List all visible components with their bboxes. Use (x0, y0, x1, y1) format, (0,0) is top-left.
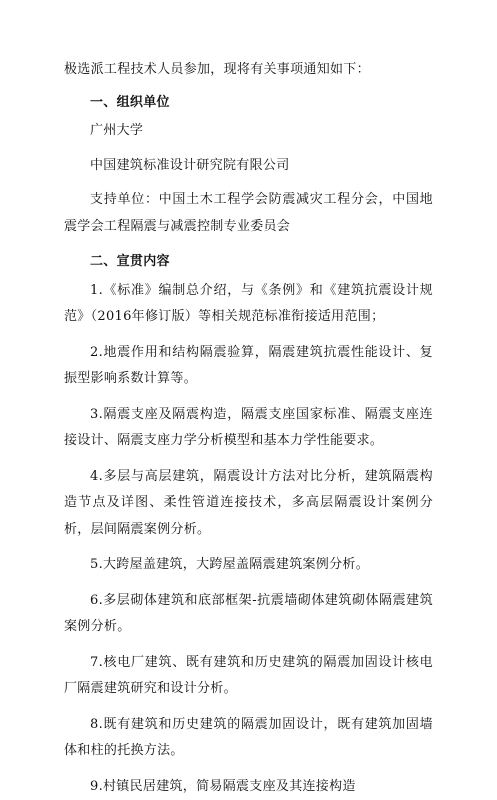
content-item-8: 8.既有建筑和历史建筑的隔震加固设计，既有建筑加固墙体和柱的托换方法。 (64, 712, 433, 765)
organizer-unit-2: 中国建筑标准设计研究院有限公司 (64, 153, 433, 180)
content-item-2: 2.地震作用和结构隔震验算，隔震建筑抗震性能设计、复振型影响系数计算等。 (64, 340, 433, 393)
section-heading-organizers: 一、组织单位 (64, 90, 433, 117)
content-item-6: 6.多层砌体建筑和底部框架-抗震墙砌体建筑砌体隔震建筑案例分析。 (64, 588, 433, 641)
content-item-9: 9.村镇民居建筑，简易隔震支座及其连接构造 (64, 774, 433, 800)
organizer-unit-1: 广州大学 (64, 118, 433, 145)
content-item-7: 7.核电厂建筑、既有建筑和历史建筑的隔震加固设计核电厂隔震建筑研究和设计分析。 (64, 650, 433, 703)
content-item-1: 1.《标准》编制总介绍，与《条例》和《建筑抗震设计规范》（2016年修订版）等相关规范标准衔接适用范围； (64, 278, 433, 331)
section-heading-content: 二、宣贯内容 (64, 249, 433, 276)
intro-line: 极选派工程技术人员参加，现将有关事项通知如下： (64, 57, 433, 84)
content-item-5: 5.大跨屋盖建筑，大跨屋盖隔震建筑案例分析。 (64, 552, 433, 579)
support-units: 支持单位：中国土木工程学会防震减灾工程分会，中国地震学会工程隔震与减震控制专业委员会 (64, 187, 433, 240)
content-item-4: 4.多层与高层建筑，隔震设计方法对比分析，建筑隔震构造节点及详图、柔性管道连接技术，多高层隔震设计案例分析，层间隔震案例分析。 (64, 464, 433, 544)
content-item-3: 3.隔震支座及隔震构造，隔震支座国家标准、隔震支座连接设计、隔震支座力学分析模型和基本力学性能要求。 (64, 402, 433, 455)
